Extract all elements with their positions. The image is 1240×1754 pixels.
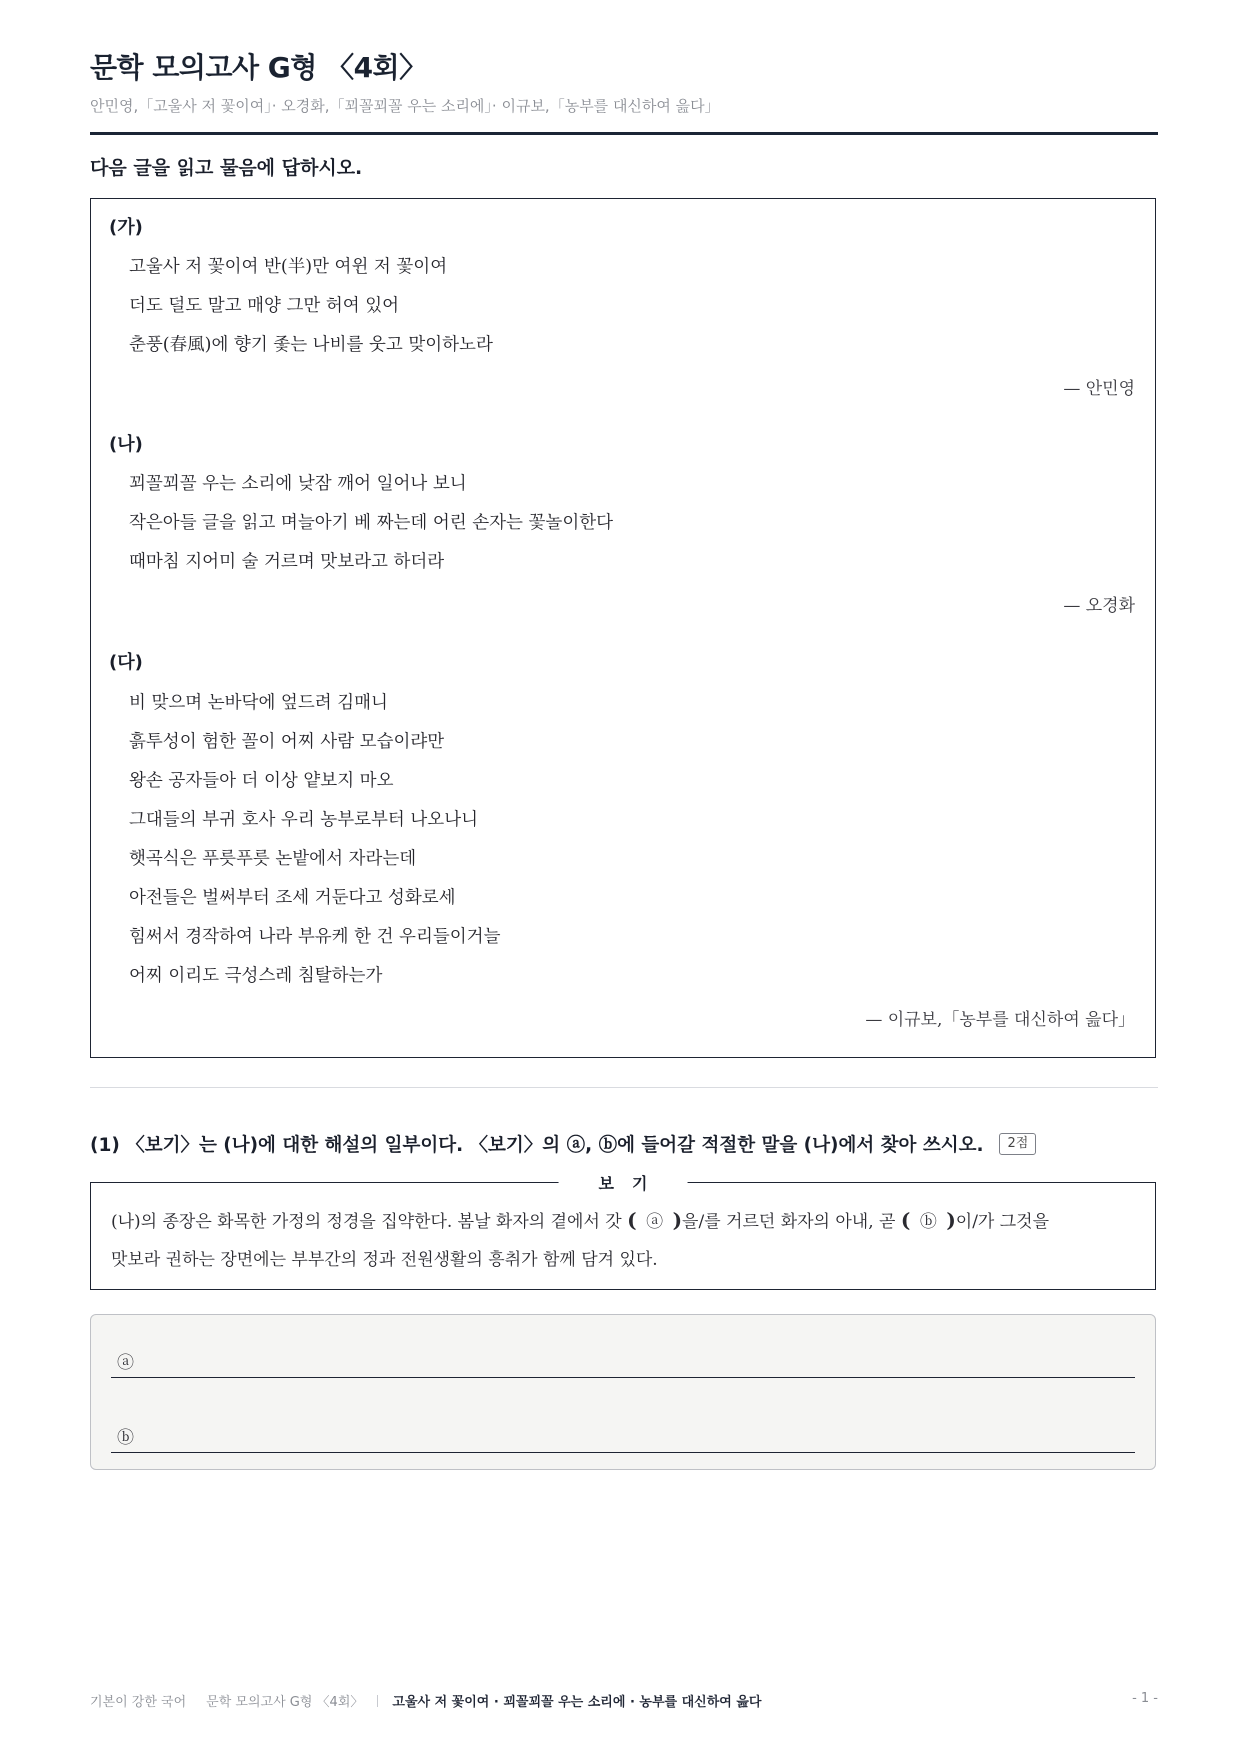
poem-line: 춘풍(春風)에 향기 좇는 나비를 웃고 맞이하노라 <box>129 335 493 355</box>
poem-author-da: — 이규보,「농부를 대신하여 읊다」 <box>865 1010 1135 1030</box>
answer-box <box>90 1314 1156 1470</box>
footer-works: 고울사 저 꽃이여 · 꾀꼴꾀꼴 우는 소리에 · 농부를 대신하여 읊다 <box>392 1695 762 1710</box>
page-footer <box>90 1691 1158 1710</box>
answer-label-b: ⓑ <box>117 1428 134 1448</box>
poem-line: 비 맞으며 논바닥에 엎드려 김매니 <box>129 693 388 713</box>
bogi-box <box>90 1174 1156 1290</box>
footer-book-name: 기본이 강한 국어 <box>90 1695 187 1710</box>
bogi-text-segment: 이/가 그것을 <box>955 1212 1050 1232</box>
section-divider <box>90 1087 1158 1088</box>
poem-author-na: — 오경화 <box>1063 596 1135 616</box>
instruction-text: 다음 글을 읽고 물음에 답하시오. <box>90 157 363 179</box>
page-number: - 1 - <box>1132 1691 1158 1706</box>
poem-line: 아전들은 벌써부터 조세 거둔다고 성화로세 <box>129 888 456 908</box>
passage-box <box>90 198 1156 1058</box>
bogi-line-2: 맛보라 권하는 장면에는 부부간의 정과 전원생활의 흥취가 함께 담겨 있다. <box>111 1250 658 1270</box>
poem-line: 그대들의 부귀 호사 우리 농부로부터 나오나니 <box>129 810 479 830</box>
blank-b-marker: ⓑ <box>919 1212 937 1232</box>
answer-field-a[interactable] <box>111 1345 1135 1378</box>
poem-line: 흙투성이 험한 꼴이 어찌 사람 모습이랴만 <box>129 732 445 752</box>
question-prompt <box>90 1131 1036 1157</box>
bogi-line-1: (나)의 종장은 화목한 가정의 정경을 집약한다. 봄날 화자의 곁에서 갓 ( ⓐ )을/를 거르던 화자의 아내, 곧 ( ⓑ )이/가 그것을 <box>111 1208 1050 1232</box>
page-subtitle: 안민영,「고울사 저 꽃이여」· 오경화,「꾀꼴꾀꼴 우는 소리에」· 이규보,「농부를 대신하여 읊다」 <box>90 97 720 115</box>
poem-line: 고울사 저 꽃이여 반(半)만 여윈 저 꽃이여 <box>129 257 448 277</box>
poem-line: 왕손 공자들아 더 이상 얕보지 마오 <box>129 771 394 791</box>
points-badge: 2점 <box>999 1133 1036 1155</box>
answer-field-b[interactable] <box>111 1420 1135 1453</box>
question-text: (1) 〈보기〉는 (나)에 대한 해설의 일부이다. 〈보기〉의 ⓐ, ⓑ에 들어갈 적절한 말을 (나)에서 찾아 쓰시오. <box>90 1135 984 1156</box>
footer-exam-name: 문학 모의고사 G형 〈4회〉 <box>206 1695 364 1710</box>
poem-line: 때마침 지어미 술 거르며 맛보라고 하더라 <box>129 552 445 572</box>
bogi-text-segment: 을/를 거르던 화자의 아내, 곧 <box>682 1212 896 1232</box>
passage-label-da: (다) <box>109 652 143 673</box>
page-title: 문학 모의고사 G형 〈4회〉 <box>90 51 427 84</box>
poem-author-ga: — 안민영 <box>1063 379 1135 399</box>
title-divider <box>90 132 1158 135</box>
poem-line: 꾀꼴꾀꼴 우는 소리에 낮잠 깨어 일어나 보니 <box>129 474 467 494</box>
poem-line: 어찌 이리도 극성스레 침탈하는가 <box>129 966 383 986</box>
poem-line: 작은아들 글을 읽고 며늘아기 베 짜는데 어린 손자는 꽃놀이한다 <box>129 513 614 533</box>
poem-line: 햇곡식은 푸릇푸릇 논밭에서 자라는데 <box>129 849 417 869</box>
passage-label-na: (나) <box>109 434 143 455</box>
poem-line: 힘써서 경작하여 나라 부유케 한 건 우리들이거늘 <box>129 927 501 947</box>
bogi-text-segment: (나)의 종장은 화목한 가정의 정경을 집약한다. 봄날 화자의 곁에서 갓 <box>111 1212 622 1232</box>
blank-a-marker: ⓐ <box>646 1212 664 1232</box>
answer-label-a: ⓐ <box>117 1353 134 1373</box>
passage-label-ga: (가) <box>109 217 143 238</box>
footer-separator <box>377 1695 378 1707</box>
poem-line: 더도 덜도 말고 매양 그만 허여 있어 <box>129 296 400 316</box>
bogi-title: 보기 <box>559 1171 688 1194</box>
